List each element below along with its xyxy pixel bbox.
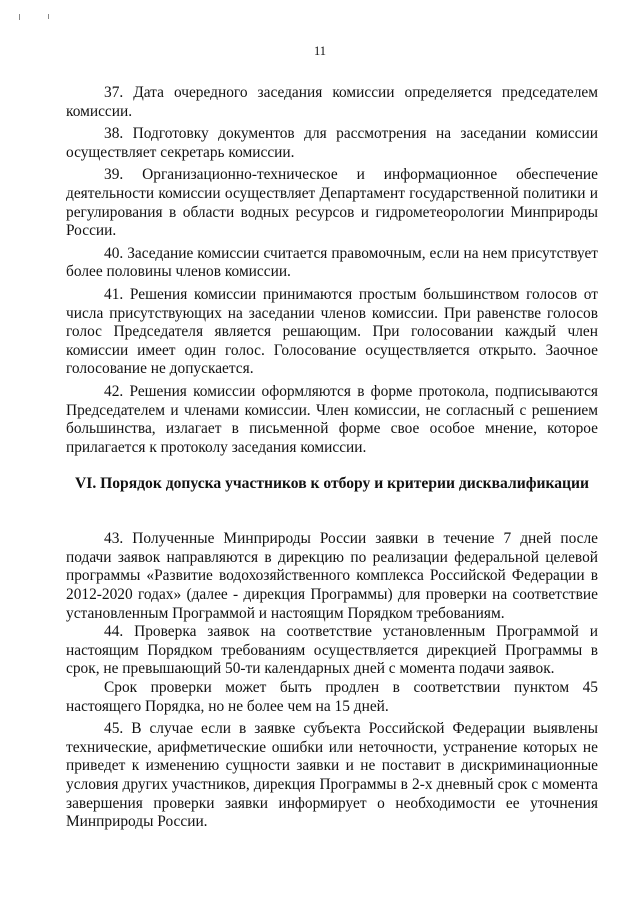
paragraph-44-extension: Срок проверки может быть продлен в соответствии пунктом 45 настоящего Порядка, но не более чем на 15 дней. [66, 679, 598, 715]
paragraph-39: 39. Организационно-техническое и информационное обеспечение деятельности комиссии осуществляет Департамент государственной политики и регулирования в области водных ресурсов и гидрометеорологии Минприроды России. [66, 166, 598, 240]
paragraph-43: 43. Полученные Минприроды России заявки в течение 7 дней после подачи заявок направляются в дирекцию по реализации федеральной целевой программы «Развитие водохозяйственного комплекса Российской Федерации в 2012-2020 годах» (далее - дирекция Программы) для проверки на соответствие установленным Программой и настоящим Порядком требованиям. [66, 530, 598, 622]
page-number: 11 [313, 44, 327, 58]
body-text [66, 84, 598, 832]
scan-mark [19, 14, 20, 20]
paragraph-38: 38. Подготовку документов для рассмотрения на заседании комиссии осуществляет секретарь комиссии. [66, 125, 598, 161]
paragraph-44: 44. Проверка заявок на соответствие установленным Программой и настоящим Порядком требованиям осуществляется дирекцией Программы в срок, не превышающий 50-ти календарных дней с момента подачи заявок. [66, 623, 598, 678]
paragraph-40: 40. Заседание комиссии считается правомочным, если на нем присутствует более половины членов комиссии. [66, 244, 598, 281]
section-heading: VI. Порядок допуска участников к отбору и критерии дисквалификации [75, 475, 589, 493]
paragraph-42: 42. Решения комиссии оформляются в форме протокола, подписываются Председателем и членами комиссии. Член комиссии, не согласный с решением большинства, излагает в письменной форме свое особое мнение, которое прилагается к протоколу заседания комиссии. [66, 382, 598, 456]
scan-mark [48, 14, 49, 19]
paragraph-37: 37. Дата очередного заседания комиссии определяется председателем комиссии. [66, 84, 598, 120]
paragraph-41: 41. Решения комиссии принимаются простым большинством голосов от числа присутствующих на заседании членов комиссии. При равенстве голосов голос Председателя является решающим. При голосовании каждый член комиссии имеет один голос. Голосование осуществляется открыто. Заочное голосование не допускается. [66, 285, 598, 378]
paragraph-45: 45. В случае если в заявке субъекта Российской Федерации выявлены технические, арифметические ошибки или неточности, устранение которых не приведет к изменению сущности заявки и не поставит в дискриминационные условия других участников, дирекция Программы в 2-х дневный срок с момента завершения проверки заявки информирует о необходимости ее уточнения Минприроды России. [66, 720, 598, 831]
